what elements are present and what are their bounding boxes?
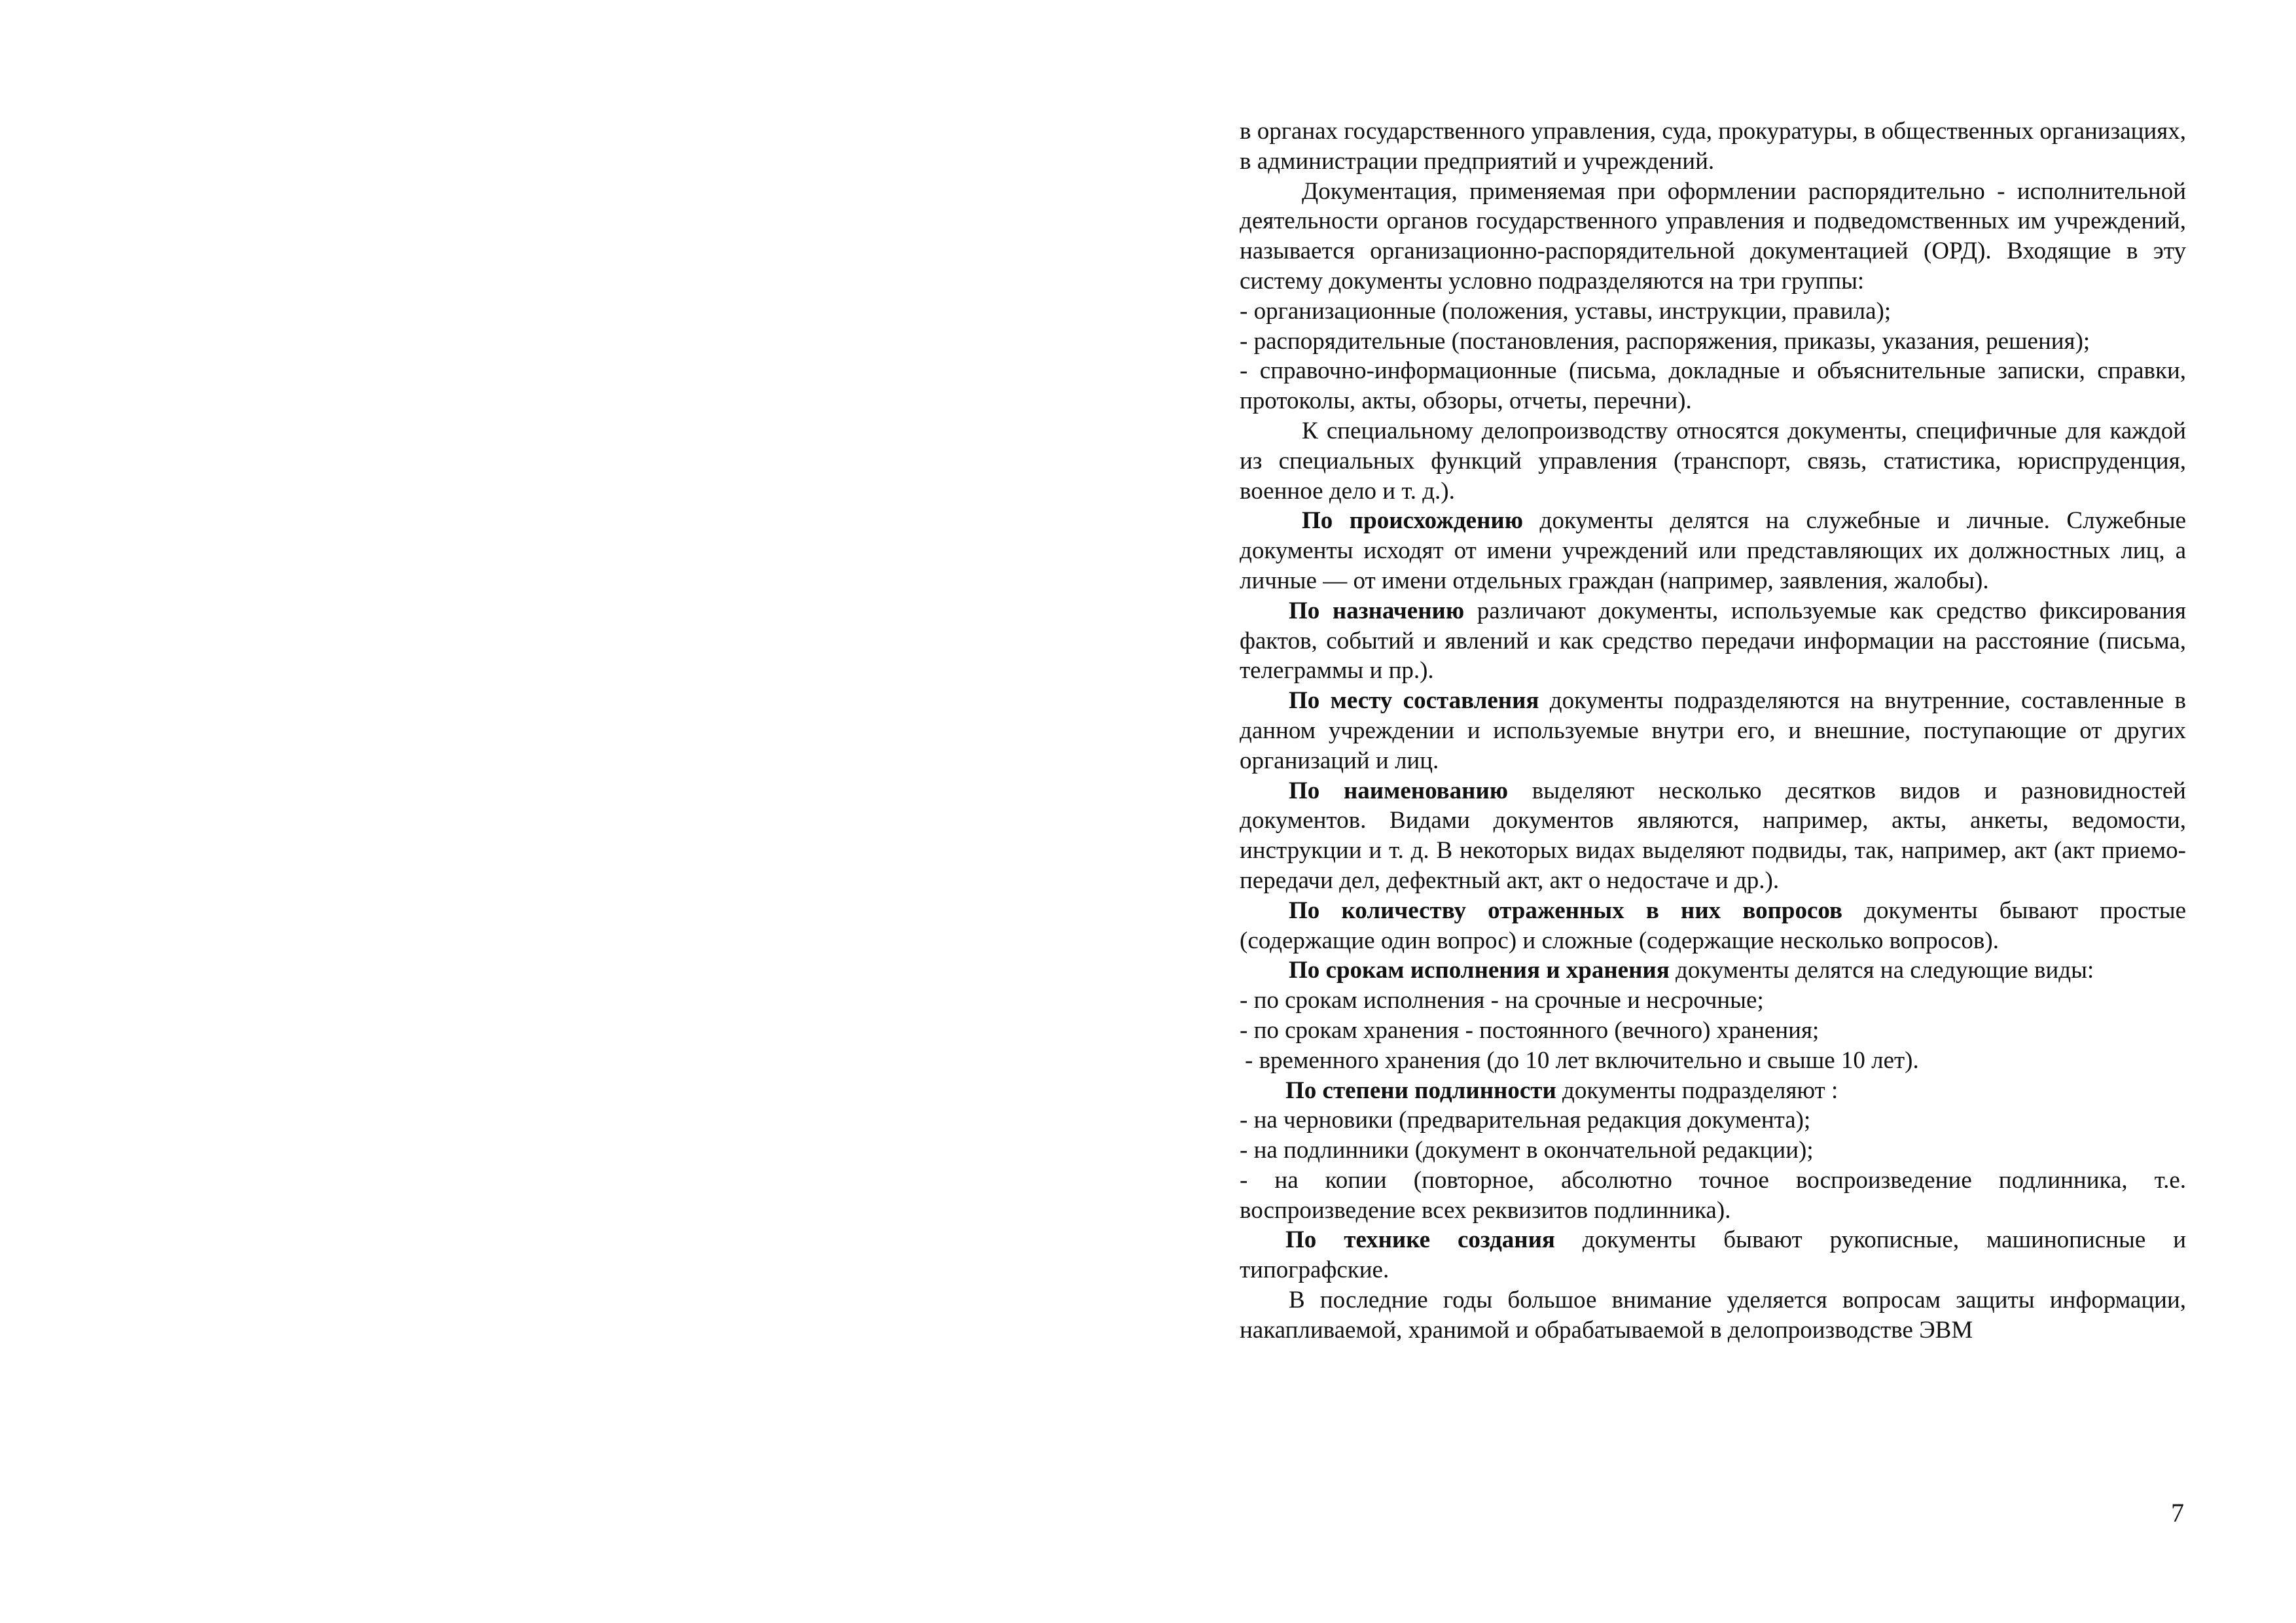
- page-number: 7: [2171, 1498, 2184, 1527]
- right-page: [1148, 0, 2296, 1623]
- paragraph: По технике создания документы бывают рукописные, машинописные и типографские.: [1240, 1226, 2187, 1284]
- paragraph: По наименованию выделяют несколько десятков видов и разновидностей документов. Видами документов являются, например, акты, анкеты, ведомости, инструкции и т. д. В некоторых видах выделяют подвиды, так, например, акт (акт приемо-передачи дел, дефектный акт, акт о недостаче и др.).: [1240, 777, 2186, 894]
- bold-lead: По степени подлинности: [1285, 1077, 1556, 1104]
- bold-lead: По количеству отраженных в них вопросов: [1289, 897, 1842, 924]
- list-item: - распорядительные (постановления, распоряжения, приказы, указания, решения);: [1240, 327, 2090, 355]
- bold-lead: По месту составления: [1289, 687, 1539, 715]
- list-item: - на черновики (предварительная редакция документа);: [1240, 1107, 1811, 1134]
- bold-lead: По наименованию: [1289, 777, 1509, 804]
- paragraph: В последние годы большое внимание уделяется вопросам защиты информации, накапливаемой, хранимой и обрабатываемой в делопроизводстве ЭВМ: [1240, 1287, 2186, 1344]
- bold-lead: По срокам исполнения и хранения: [1289, 957, 1670, 984]
- paragraph: По месту составления документы подразделяются на внутренние, составленные в данном учреждении и используемые внутри его, и внешние, поступающие от других организаций и лиц.: [1240, 687, 2186, 774]
- paragraph: По количеству отраженных в них вопросов документы бывают простые (содержащие один вопрос) и сложные (содержащие несколько вопросов).: [1240, 897, 2186, 954]
- list-item: - на копии (повторное, абсолютно точное воспроизведение подлинника, т.е. воспроизведение всех реквизитов подлинника).: [1240, 1166, 2186, 1224]
- paragraph: в органах государственного управления, суда, прокуратуры, в общественных организациях, в администрации предприятий и учреждений.: [1240, 118, 2186, 175]
- paragraph: К специальному делопроизводству относятся документы, специфичные для каждой из специальных функций управления (транспорт, связь, статистика, юриспруденция, военное дело и т. д.).: [1240, 417, 2186, 505]
- bold-lead: По технике создания: [1285, 1226, 1555, 1254]
- page-text: [1240, 116, 2186, 1346]
- paragraph: По назначению различают документы, используемые как средство фиксирования фактов, событий и явлений и как средство передачи информации на расстояние (письма, телеграммы и пр.).: [1240, 597, 2186, 685]
- paragraph: По срокам исполнения и хранения документы делятся на следующие виды:: [1289, 957, 2094, 984]
- list-item: - организационные (положения, уставы, инструкции, правила);: [1240, 297, 1892, 325]
- list-item: - по срокам хранения - постоянного (вечного) хранения;: [1240, 1016, 1820, 1044]
- list-item: - временного хранения (до 10 лет включительно и свыше 10 лет).: [1245, 1046, 1919, 1074]
- bold-lead: По происхождению: [1302, 507, 1523, 535]
- paragraph: Документация, применяемая при оформлении распорядительно - исполнительной деятельности органов государственного управления и подведомственных им учреждений, называется организационно-распорядительной документацией (ОРД). Входящие в эту систему документы условно подразделяются на три группы:: [1240, 177, 2186, 294]
- bold-lead: По назначению: [1289, 597, 1465, 624]
- list-item: - на подлинники (документ в окончательной редакции);: [1240, 1137, 1814, 1164]
- paragraph: По происхождению документы делятся на служебные и личные. Служебные документы исходят от имени учреждений или представляющих их должностных лиц, а личные — от имени отдельных граждан (например, заявления, жалобы).: [1240, 507, 2186, 594]
- list-item: - по срокам исполнения - на срочные и несрочные;: [1240, 987, 1764, 1014]
- list-item: - справочно-информационные (письма, докладные и объяснительные записки, справки, протоколы, акты, обзоры, отчеты, перечни).: [1240, 357, 2186, 415]
- paragraph: По степени подлинности документы подразделяют :: [1285, 1077, 1839, 1104]
